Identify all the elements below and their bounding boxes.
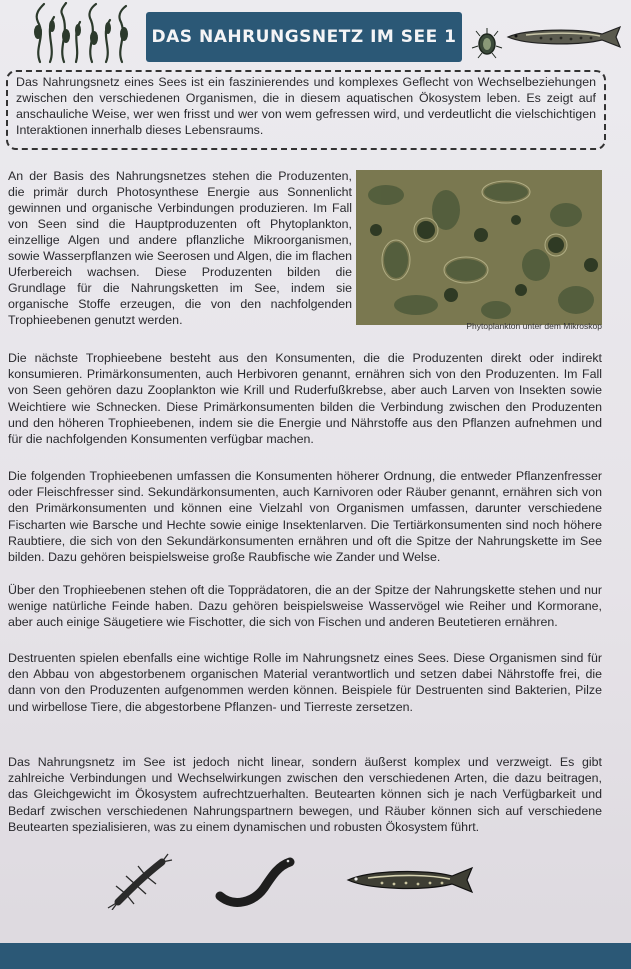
consumers-paragraph: Die nächste Trophieebene besteht aus den Konsumenten, die die Produzenten direkt oder indirekt konsumieren. Primärkonsumenten, auch Herbivoren genannt, ernähren sich von den Produzenten. Im Fall von Seen gehören dazu Zooplankton wie Krill und Ruderfußkrebse, aber auch Larven von Insekten sowie Weichtiere wie Schnecken. Diese Primärkonsumenten bilden die Verbindung zwischen den Produzenten und den höheren Trophieebenen, indem sie die Energie und Nährstoffe aus den Pflanzen aufnehmen und für die nachfolgenden Konsumenten verfügbar machen. bbox=[8, 351, 602, 447]
intro-box bbox=[6, 70, 606, 150]
higher-consumers-paragraph: Die folgenden Trophieebenen umfassen die Konsumenten höherer Ordnung, die entweder Pflanzenfresser oder Fleischfresser sind. Sekundärkonsumenten, auch Karnivoren oder Räuber genannt, ernähren sich von den Primärkonsumenten und können eine Vielzahl von Organismen umfassen, darunter verschiedene Fischarten wie Barsche und Hechte sowie einige Insektenlarven. Die Tertiärkonsumenten sind noch höhere Raubtiere, die sich von den Sekundärkonsumenten ernähren und oft die Spitze der Nahrungskette im See bilden. Dazu gehören beispielsweise große Raubfische wie Zander und Welse. bbox=[8, 469, 602, 565]
bottom-bar bbox=[0, 943, 631, 969]
intro-text: Das Nahrungsnetz eines Sees ist ein faszinierendes und komplexes Geflecht von Wechselbeziehungen zwischen den verschiedenen Organismen, die in diesem aquatischen Ökosystem leben. Es zeigt auf anschauliche Weise, wer wen frisst und wer von wem gefressen wird, und verdeutlicht die vielschichtigen Interaktionen innerhalb dieses Lebensraums. bbox=[16, 75, 596, 137]
plankton-icon bbox=[470, 26, 504, 60]
phytoplankton-image bbox=[356, 170, 602, 325]
food-web-complexity-paragraph: Das Nahrungsnetz im See ist jedoch nicht linear, sondern äußerst komplex und verzweigt. Es gibt zahlreiche Verbindungen und Wechselwirkungen zwischen den verschiedenen Arten, die dazu beitragen, das Gleichgewicht im Ökosystem aufrechtzuerhalten. Beutearten können sich je nach Verfügbarkeit und Bedarf zwischen verschiedenen Nahrungspartnern bewegen, und Räuber können sich auf verschiedene Beutearten spezialisieren, was zu einem dynamischen und robusten Ökosystem führt. bbox=[8, 755, 602, 834]
image-caption: Phytoplankton unter dem Mikroskop bbox=[466, 321, 602, 331]
decomposers-paragraph: Destruenten spielen ebenfalls eine wichtige Rolle im Nahrungsnetz eines Sees. Diese Organismen sind für den Abbau von abgestorbenem organischen Material verantwortlich und setzen dabei Nährstoffe frei, die dann von den Produzenten aufgenommen werden können. Beispiele für Destruenten sind Bakterien, Pilze und wirbellose Tiere, die abgestorbene Pflanzen- und Tierreste zersetzen. bbox=[8, 651, 602, 714]
pike-fish-bottom-icon bbox=[346, 864, 476, 896]
top-predators-paragraph: Über den Trophieebenen stehen oft die Topprädatoren, die an der Spitze der Nahrungskette stehen und nur wenige natürliche Feinde haben. Dazu gehören beispielsweise Wasservögel wie Reiher und Kormorane, aber auch einige Säugetiere wie Fischotter, die sich von Fischen und anderen Beutetieren ernähren. bbox=[8, 583, 602, 630]
water-plants-icon bbox=[30, 2, 138, 64]
water-insect-icon bbox=[104, 852, 174, 910]
eel-icon bbox=[214, 852, 298, 908]
producers-paragraph: An der Basis des Nahrungsnetzes stehen die Produzenten, die primär durch Photosynthese Energie aus Sonnenlicht gewinnen und organische Verbindungen produzieren. Im Fall von Seen sind die Hauptproduzenten oft Phytoplankton, einzellige Algen und andere pflanzliche Mikroorganismen, sowie Wasserpflanzen wie Seerosen und Algen, die im flachen Uferbereich wachsen. Diese Produzenten bilden die Grundlage für die Nahrungsketten im See, indem sie organische Stoffe erzeugen, die von den nachfolgenden Trophieebenen genutzt werden. bbox=[8, 169, 352, 327]
page-title: DAS NAHRUNGSNETZ IM SEE 1 bbox=[151, 27, 457, 47]
title-banner bbox=[146, 12, 462, 62]
pike-fish-icon bbox=[506, 24, 624, 50]
